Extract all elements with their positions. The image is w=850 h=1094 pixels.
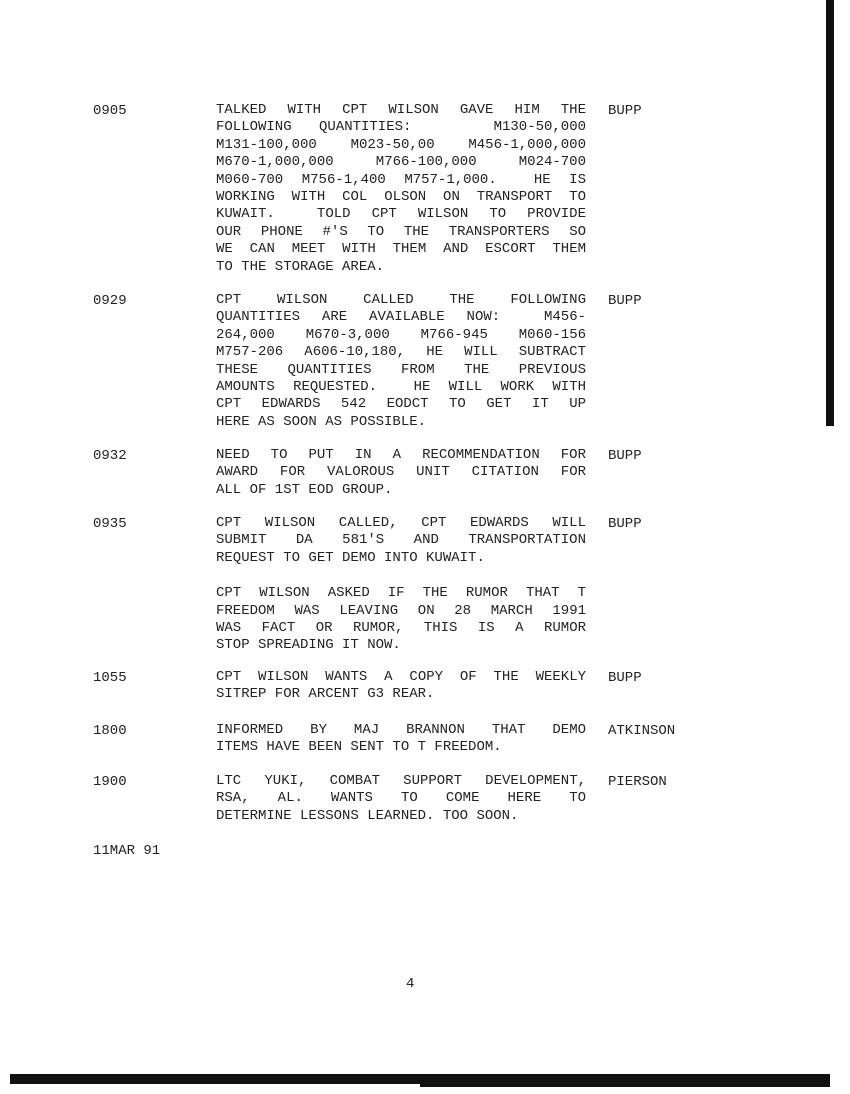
entry-time: 0935 <box>93 516 127 532</box>
entry-time: 1055 <box>93 670 127 686</box>
entry-text <box>216 722 586 757</box>
entry-text-line: AMOUNTS REQUESTED. HE WILL WORK WITH <box>216 378 586 395</box>
entry-text-line: M757-206 A606-10,180, HE WILL SUBTRACT <box>216 344 586 361</box>
entry-text-line: WE CAN MEET WITH THEM AND ESCORT THEM <box>216 241 586 258</box>
entry-text-line: ITEMS HAVE BEEN SENT TO T FREEDOM. <box>216 739 502 756</box>
entry-text-line: STOP SPREADING IT NOW. <box>216 637 401 654</box>
entry-text-line: M670-1,000,000 M766-100,000 M024-700 <box>216 154 586 171</box>
entry-text-line: AWARD FOR VALOROUS UNIT CITATION FOR <box>216 464 586 481</box>
entry-text-line: CPT EDWARDS 542 EODCT TO GET IT UP <box>216 396 586 413</box>
entry-text-line: FOLLOWING QUANTITIES: M130-50,000 <box>216 119 586 136</box>
entry-text <box>216 773 586 825</box>
entry-time: 0905 <box>93 103 127 119</box>
entry-text <box>216 669 586 704</box>
entry-person: ATKINSON <box>608 723 676 739</box>
entry-text-line: CPT WILSON CALLED, CPT EDWARDS WILL <box>216 515 586 531</box>
entry-text-line: M060-700 M756-1,400 M757-1,000. HE IS <box>216 171 586 188</box>
entry-text-line: OUR PHONE #'S TO THE TRANSPORTERS SO <box>216 223 586 240</box>
entry-text-line: KUWAIT. TOLD CPT WILSON TO PROVIDE <box>216 206 586 223</box>
entry-text-line: WAS FACT OR RUMOR, THIS IS A RUMOR <box>216 619 586 636</box>
entry-person: BUPP <box>608 293 642 309</box>
entry-text-line: TALKED WITH CPT WILSON GAVE HIM THE <box>216 102 586 118</box>
entry-text-line: NEED TO PUT IN A RECOMMENDATION FOR <box>216 447 586 463</box>
entry-text-line: WORKING WITH COL OLSON ON TRANSPORT TO <box>216 188 586 205</box>
entry-text-line: DETERMINE LESSONS LEARNED. TOO SOON. <box>216 807 519 824</box>
entry-person: BUPP <box>608 516 642 532</box>
entry-text-line: QUANTITIES ARE AVAILABLE NOW: M456- <box>216 309 586 326</box>
entry-text-line: CPT WILSON ASKED IF THE RUMOR THAT T <box>216 585 586 602</box>
paragraph-gap <box>216 567 586 585</box>
bottom-rule-lower <box>420 1084 830 1087</box>
entry-text-line: REQUEST TO GET DEMO INTO KUWAIT. <box>216 549 485 566</box>
page-number: 4 <box>406 976 415 992</box>
entry-text <box>216 292 586 431</box>
entry-person: PIERSON <box>608 774 667 790</box>
entry-text-line: TO THE STORAGE AREA. <box>216 258 385 275</box>
entry-text-line: ALL OF 1ST EOD GROUP. <box>216 481 393 498</box>
entry-text-line: LTC YUKI, COMBAT SUPPORT DEVELOPMENT, <box>216 773 586 789</box>
entry-text-line: SITREP FOR ARCENT G3 REAR. <box>216 686 435 703</box>
bottom-rule <box>10 1074 830 1084</box>
entry-text <box>216 102 586 276</box>
right-margin-bar <box>826 0 834 426</box>
entry-text-line: INFORMED BY MAJ BRANNON THAT DEMO <box>216 722 586 738</box>
entry-time: 1800 <box>93 723 127 739</box>
entry-text-line: THESE QUANTITIES FROM THE PREVIOUS <box>216 361 586 378</box>
entry-text-line: RSA, AL. WANTS TO COME HERE TO <box>216 790 586 807</box>
entry-person: BUPP <box>608 448 642 464</box>
entry-text-line: HERE AS SOON AS POSSIBLE. <box>216 413 427 430</box>
entry-text-line: CPT WILSON WANTS A COPY OF THE WEEKLY <box>216 669 586 685</box>
entry-person: BUPP <box>608 103 642 119</box>
entry-text <box>216 515 586 655</box>
entry-text-line: CPT WILSON CALLED THE FOLLOWING <box>216 292 586 308</box>
entry-time: 1900 <box>93 774 127 790</box>
entry-person: BUPP <box>608 670 642 686</box>
entry-text <box>216 447 586 499</box>
entry-time: 0929 <box>93 293 127 309</box>
footer-date: 11MAR 91 <box>93 843 161 859</box>
entry-text-line: 264,000 M670-3,000 M766-945 M060-156 <box>216 326 586 343</box>
entry-time: 0932 <box>93 448 127 464</box>
entry-text-line: M131-100,000 M023-50,00 M456-1,000,000 <box>216 136 586 153</box>
entry-text-line: FREEDOM WAS LEAVING ON 28 MARCH 1991 <box>216 602 586 619</box>
entry-text-line: SUBMIT DA 581'S AND TRANSPORTATION <box>216 532 586 549</box>
